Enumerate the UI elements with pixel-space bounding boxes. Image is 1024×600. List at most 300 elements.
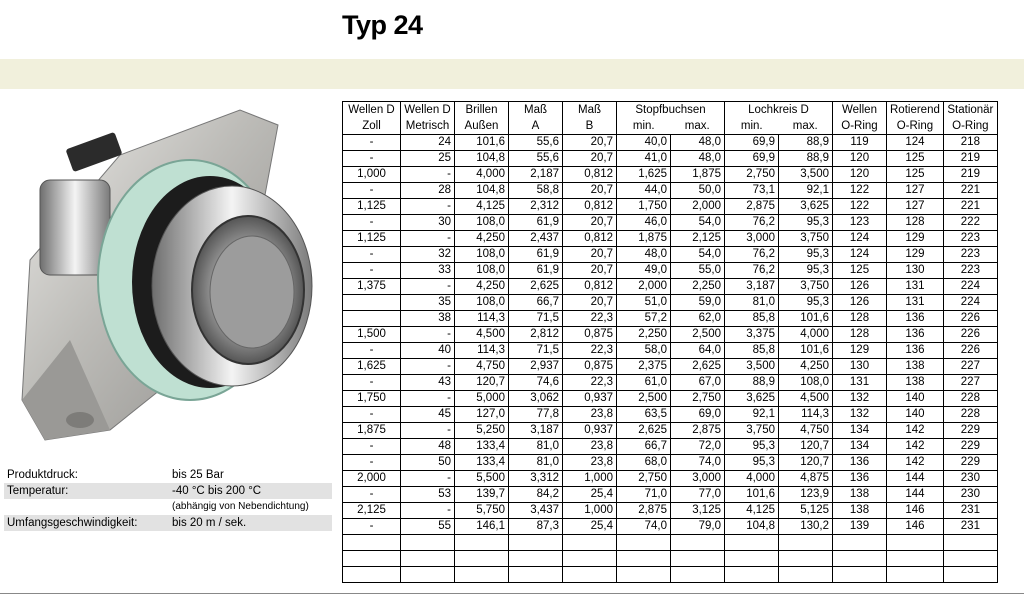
- table-cell: 227: [943, 359, 997, 375]
- table-cell: 101,6: [455, 135, 509, 151]
- table-row-empty: [343, 535, 998, 551]
- table-row: [343, 343, 998, 359]
- table-cell: 87,3: [509, 519, 563, 535]
- table-cell: 2,625: [617, 423, 671, 439]
- table-cell: 2,437: [509, 231, 563, 247]
- table-cell: 20,7: [563, 295, 617, 311]
- table-cell: -: [401, 423, 455, 439]
- table-cell: 3,125: [671, 503, 725, 519]
- table-cell-empty: [671, 535, 725, 551]
- table-cell: 0,937: [563, 391, 617, 407]
- header-line: O-Ring: [896, 120, 934, 132]
- table-cell: 127: [887, 183, 944, 199]
- table-cell: 69,9: [725, 135, 779, 151]
- table-cell-empty: [943, 535, 997, 551]
- table-cell: 73,1: [725, 183, 779, 199]
- header-line: O-Ring: [952, 120, 989, 132]
- table-cell: 22,3: [563, 343, 617, 359]
- table-cell: 1,750: [617, 199, 671, 215]
- table-cell: 3,750: [725, 423, 779, 439]
- table-cell: 138: [833, 487, 887, 503]
- table-cell: 23,8: [563, 407, 617, 423]
- table-cell: 131: [887, 279, 944, 295]
- table-cell: 1,625: [617, 167, 671, 183]
- table-cell-empty: [401, 551, 455, 567]
- header-rotierend: [887, 102, 944, 135]
- table-cell: 133,4: [455, 439, 509, 455]
- table-cell: 69,0: [671, 407, 725, 423]
- table-cell: 2,875: [617, 503, 671, 519]
- table-cell: 128: [887, 215, 944, 231]
- table-cell: 66,7: [509, 295, 563, 311]
- table-cell: 3,500: [779, 167, 833, 183]
- table-cell: 88,9: [725, 375, 779, 391]
- table-cell: 101,6: [779, 343, 833, 359]
- table-row: [343, 263, 998, 279]
- header-stopf-min: min.: [617, 118, 671, 135]
- table-row: [343, 375, 998, 391]
- table-cell: 1,000: [563, 503, 617, 519]
- table-cell: 43: [401, 375, 455, 391]
- table-cell: 127: [887, 199, 944, 215]
- table-cell: 2,187: [509, 167, 563, 183]
- table-cell: 1,125: [343, 231, 401, 247]
- table-row-empty: [343, 551, 998, 567]
- table-cell: 32: [401, 247, 455, 263]
- table-cell: -: [343, 135, 401, 151]
- table-cell: 221: [943, 183, 997, 199]
- table-cell: 125: [833, 263, 887, 279]
- header-wellen-d-metrisch: [401, 102, 455, 135]
- table-cell: 2,312: [509, 199, 563, 215]
- table-cell: 25: [401, 151, 455, 167]
- table-cell: 20,7: [563, 263, 617, 279]
- table-cell: 101,6: [725, 487, 779, 503]
- table-cell: 84,2: [509, 487, 563, 503]
- table-cell: -: [401, 231, 455, 247]
- table-cell: 132: [833, 391, 887, 407]
- table-cell-empty: [455, 551, 509, 567]
- table-row: [343, 487, 998, 503]
- table-cell: 1,875: [671, 167, 725, 183]
- table-cell-empty: [833, 551, 887, 567]
- table-cell: -: [343, 439, 401, 455]
- table-cell: 226: [943, 327, 997, 343]
- table-cell-empty: [725, 567, 779, 583]
- table-cell: 2,375: [617, 359, 671, 375]
- table-cell: -: [343, 487, 401, 503]
- table-cell: -: [343, 215, 401, 231]
- table-cell: 2,750: [725, 167, 779, 183]
- table-row: [343, 311, 998, 327]
- table-cell: 63,5: [617, 407, 671, 423]
- table-cell: 79,0: [671, 519, 725, 535]
- table-cell: 2,750: [617, 471, 671, 487]
- table-cell: 2,500: [671, 327, 725, 343]
- table-cell: 44,0: [617, 183, 671, 199]
- table-cell: 140: [887, 407, 944, 423]
- table-cell: 124: [833, 247, 887, 263]
- table-row: [343, 247, 998, 263]
- table-cell: 71,5: [509, 311, 563, 327]
- header-line: A: [531, 120, 540, 132]
- table-cell: -: [343, 455, 401, 471]
- table-cell: 5,000: [455, 391, 509, 407]
- bottom-divider: [0, 593, 1024, 594]
- table-cell: -: [401, 359, 455, 375]
- table-row: [343, 503, 998, 519]
- table-cell: 2,750: [671, 391, 725, 407]
- table-cell: 92,1: [725, 407, 779, 423]
- table-cell: -: [401, 199, 455, 215]
- table-cell-empty: [779, 567, 833, 583]
- table-cell: 129: [833, 343, 887, 359]
- table-cell: 95,3: [779, 263, 833, 279]
- table-row: [343, 183, 998, 199]
- table-cell: 229: [943, 439, 997, 455]
- table-cell: 59,0: [671, 295, 725, 311]
- table-cell: 3,062: [509, 391, 563, 407]
- table-cell: 223: [943, 263, 997, 279]
- spec-label: Produktdruck:: [7, 469, 78, 481]
- table-cell: 146: [887, 519, 944, 535]
- table-cell: 95,3: [779, 247, 833, 263]
- table-cell: -: [343, 407, 401, 423]
- table-cell: 219: [943, 167, 997, 183]
- table-cell: -: [401, 279, 455, 295]
- header-stopfbuchsen: Stopfbuchsen: [617, 102, 725, 119]
- table-row: [343, 439, 998, 455]
- table-cell: 95,3: [725, 439, 779, 455]
- table-cell: -: [401, 503, 455, 519]
- table-cell: 92,1: [779, 183, 833, 199]
- table-cell: 139,7: [455, 487, 509, 503]
- table-row-empty: [343, 567, 998, 583]
- table-cell: 95,3: [779, 215, 833, 231]
- table-cell: 3,000: [671, 471, 725, 487]
- table-cell: 2,500: [617, 391, 671, 407]
- table-cell: [343, 295, 401, 311]
- table-cell: 20,7: [563, 151, 617, 167]
- table-cell: -: [343, 151, 401, 167]
- header-brillen: [455, 102, 509, 135]
- table-cell: 3,187: [725, 279, 779, 295]
- table-cell: -: [343, 263, 401, 279]
- table-cell: 136: [833, 455, 887, 471]
- table-cell-empty: [455, 535, 509, 551]
- table-cell: 95,3: [725, 455, 779, 471]
- header-mass-a: [509, 102, 563, 135]
- table-cell: 54,0: [671, 215, 725, 231]
- table-cell: 219: [943, 151, 997, 167]
- table-cell: 223: [943, 231, 997, 247]
- table-cell: 1,500: [343, 327, 401, 343]
- table-cell: 77,8: [509, 407, 563, 423]
- table-cell: 66,7: [617, 439, 671, 455]
- table-cell: -: [343, 375, 401, 391]
- table-cell: 62,0: [671, 311, 725, 327]
- table-cell: 4,125: [725, 503, 779, 519]
- table-cell: 129: [887, 231, 944, 247]
- table-cell: 230: [943, 471, 997, 487]
- table-row: [343, 423, 998, 439]
- header-band: [0, 59, 1024, 89]
- table-cell: 124: [887, 135, 944, 151]
- table-cell: 49,0: [617, 263, 671, 279]
- table-cell-empty: [671, 551, 725, 567]
- table-cell: 120: [833, 151, 887, 167]
- table-cell: 0,875: [563, 327, 617, 343]
- table-cell: 136: [887, 311, 944, 327]
- table-cell: 2,125: [671, 231, 725, 247]
- table-cell: 77,0: [671, 487, 725, 503]
- table-cell-empty: [509, 535, 563, 551]
- table-cell: 101,6: [779, 311, 833, 327]
- table-cell: 61,9: [509, 215, 563, 231]
- table-cell: 1,000: [343, 167, 401, 183]
- table-cell: 4,250: [455, 231, 509, 247]
- spec-value: bis 25 Bar: [172, 469, 224, 481]
- table-cell: 30: [401, 215, 455, 231]
- table-cell: 114,3: [455, 311, 509, 327]
- table-cell: 130: [833, 359, 887, 375]
- table-cell: 142: [887, 423, 944, 439]
- table-cell: 228: [943, 391, 997, 407]
- table-cell-empty: [725, 551, 779, 567]
- table-cell: 3,625: [779, 199, 833, 215]
- table-cell: 1,750: [343, 391, 401, 407]
- table-cell: 2,000: [343, 471, 401, 487]
- table-row: [343, 391, 998, 407]
- table-cell: 129: [887, 247, 944, 263]
- table-cell: 104,8: [455, 183, 509, 199]
- table-cell: 4,000: [779, 327, 833, 343]
- table-cell: 61,9: [509, 263, 563, 279]
- table-cell: 131: [833, 375, 887, 391]
- table-cell-empty: [617, 535, 671, 551]
- table-cell: 2,625: [671, 359, 725, 375]
- table-cell: 64,0: [671, 343, 725, 359]
- table-row: [343, 407, 998, 423]
- table-cell: 4,000: [725, 471, 779, 487]
- header-stationaer: [943, 102, 997, 135]
- spec-row: [4, 499, 332, 515]
- table-cell: 61,0: [617, 375, 671, 391]
- table-cell-empty: [779, 535, 833, 551]
- table-cell: 57,2: [617, 311, 671, 327]
- table-cell: 114,3: [779, 407, 833, 423]
- table-cell: 23,8: [563, 439, 617, 455]
- table-cell: 4,250: [779, 359, 833, 375]
- table-cell: 48,0: [671, 135, 725, 151]
- table-cell: 22,3: [563, 375, 617, 391]
- table-cell: 144: [887, 471, 944, 487]
- table-cell: 71,0: [617, 487, 671, 503]
- header-line: Maß: [524, 104, 547, 116]
- header-line: B: [585, 120, 594, 132]
- table-cell-empty: [833, 567, 887, 583]
- table-cell-empty: [563, 567, 617, 583]
- table-cell: 2,000: [617, 279, 671, 295]
- table-row: [343, 519, 998, 535]
- table-cell: 108,0: [455, 263, 509, 279]
- table-cell: 55: [401, 519, 455, 535]
- table-cell: 71,5: [509, 343, 563, 359]
- table-cell: 61,9: [509, 247, 563, 263]
- table-cell: 134: [833, 439, 887, 455]
- table-row: [343, 471, 998, 487]
- table-cell: 20,7: [563, 247, 617, 263]
- table-row: [343, 151, 998, 167]
- table-row: [343, 215, 998, 231]
- table-cell: 74,6: [509, 375, 563, 391]
- table-cell: 0,812: [563, 279, 617, 295]
- table-cell: 226: [943, 311, 997, 327]
- table-cell: 54,0: [671, 247, 725, 263]
- table-cell: 128: [833, 311, 887, 327]
- table-cell: 58,8: [509, 183, 563, 199]
- table-cell: 1,125: [343, 199, 401, 215]
- table-cell: 58,0: [617, 343, 671, 359]
- header-line: Metrisch: [405, 120, 450, 132]
- table-cell: 138: [887, 375, 944, 391]
- table-cell: 140: [887, 391, 944, 407]
- header-line: Wellen D: [348, 104, 395, 116]
- header-wellen-d-zoll: [343, 102, 401, 135]
- table-cell: 51,0: [617, 295, 671, 311]
- spec-row: [4, 515, 332, 531]
- spec-value: -40 °C bis 200 °C: [172, 485, 262, 497]
- table-cell: 3,437: [509, 503, 563, 519]
- header-loch-min: min.: [725, 118, 779, 135]
- table-cell: 5,750: [455, 503, 509, 519]
- table-cell: -: [401, 391, 455, 407]
- table-row: [343, 231, 998, 247]
- header-lochkreis: Lochkreis D: [725, 102, 833, 119]
- table-cell: 136: [887, 327, 944, 343]
- table-cell: 229: [943, 455, 997, 471]
- table-cell: 221: [943, 199, 997, 215]
- header-line: Rotierend: [890, 104, 940, 116]
- table-cell: 55,6: [509, 135, 563, 151]
- table-cell: 108,0: [779, 375, 833, 391]
- table-row: [343, 199, 998, 215]
- table-cell: 2,250: [617, 327, 671, 343]
- table-cell: 81,0: [509, 439, 563, 455]
- table-cell: -: [343, 183, 401, 199]
- table-cell: 222: [943, 215, 997, 231]
- table-cell-empty: [671, 567, 725, 583]
- mechanical-seal-image: [0, 100, 340, 450]
- table-cell: 120: [833, 167, 887, 183]
- header-line: Wellen: [842, 104, 877, 116]
- header-line: Maß: [578, 104, 601, 116]
- table-cell: 4,875: [779, 471, 833, 487]
- dimension-table: [342, 101, 998, 583]
- table-cell: 123,9: [779, 487, 833, 503]
- table-cell: 218: [943, 135, 997, 151]
- table-row: [343, 455, 998, 471]
- table-row: [343, 135, 998, 151]
- table-cell: 2,875: [725, 199, 779, 215]
- table-cell: 2,812: [509, 327, 563, 343]
- table-cell: 4,250: [455, 279, 509, 295]
- table-cell: 72,0: [671, 439, 725, 455]
- header-line: Wellen D: [404, 104, 451, 116]
- table-cell: 142: [887, 455, 944, 471]
- table-cell-empty: [343, 567, 401, 583]
- table-cell: 138: [833, 503, 887, 519]
- table-row: [343, 295, 998, 311]
- table-cell: [343, 311, 401, 327]
- table-cell: 25,4: [563, 487, 617, 503]
- table-cell-empty: [401, 567, 455, 583]
- table-cell: 136: [887, 343, 944, 359]
- table-cell: 142: [887, 439, 944, 455]
- table-cell: 68,0: [617, 455, 671, 471]
- table-cell-empty: [617, 551, 671, 567]
- header-line: O-Ring: [841, 120, 878, 132]
- table-cell: 46,0: [617, 215, 671, 231]
- table-cell: 0,812: [563, 199, 617, 215]
- table-cell: 134: [833, 423, 887, 439]
- table-cell: 224: [943, 295, 997, 311]
- table-cell: 133,4: [455, 455, 509, 471]
- table-cell: 67,0: [671, 375, 725, 391]
- dimension-table-body: [343, 135, 998, 583]
- table-cell: 139: [833, 519, 887, 535]
- table-cell: 146,1: [455, 519, 509, 535]
- table-cell: 50,0: [671, 183, 725, 199]
- table-cell: 5,500: [455, 471, 509, 487]
- table-row: [343, 327, 998, 343]
- table-cell: 53: [401, 487, 455, 503]
- table-cell: -: [343, 247, 401, 263]
- table-cell-empty: [779, 551, 833, 567]
- table-cell: -: [343, 519, 401, 535]
- table-cell: 104,8: [725, 519, 779, 535]
- table-cell: 55,0: [671, 263, 725, 279]
- table-cell: 20,7: [563, 135, 617, 151]
- table-cell-empty: [343, 551, 401, 567]
- spec-label: [4, 499, 172, 515]
- table-cell: 146: [887, 503, 944, 519]
- table-cell: 3,187: [509, 423, 563, 439]
- table-cell: 74,0: [617, 519, 671, 535]
- table-cell: 1,875: [617, 231, 671, 247]
- table-cell: 2,000: [671, 199, 725, 215]
- table-cell: 20,7: [563, 215, 617, 231]
- table-cell: 126: [833, 279, 887, 295]
- table-cell: 38: [401, 311, 455, 327]
- table-cell: 1,375: [343, 279, 401, 295]
- table-cell-empty: [887, 551, 944, 567]
- table-cell: 144: [887, 487, 944, 503]
- table-cell: 5,250: [455, 423, 509, 439]
- table-cell: 81,0: [725, 295, 779, 311]
- table-cell: 132: [833, 407, 887, 423]
- table-cell: 23,8: [563, 455, 617, 471]
- table-cell: 2,937: [509, 359, 563, 375]
- table-cell: 4,750: [779, 423, 833, 439]
- table-cell: 231: [943, 503, 997, 519]
- table-cell: 120,7: [455, 375, 509, 391]
- dimension-table-wrap: [342, 101, 998, 583]
- table-cell-empty: [509, 551, 563, 567]
- table-cell: 4,000: [455, 167, 509, 183]
- table-cell: -: [401, 471, 455, 487]
- table-cell: 50: [401, 455, 455, 471]
